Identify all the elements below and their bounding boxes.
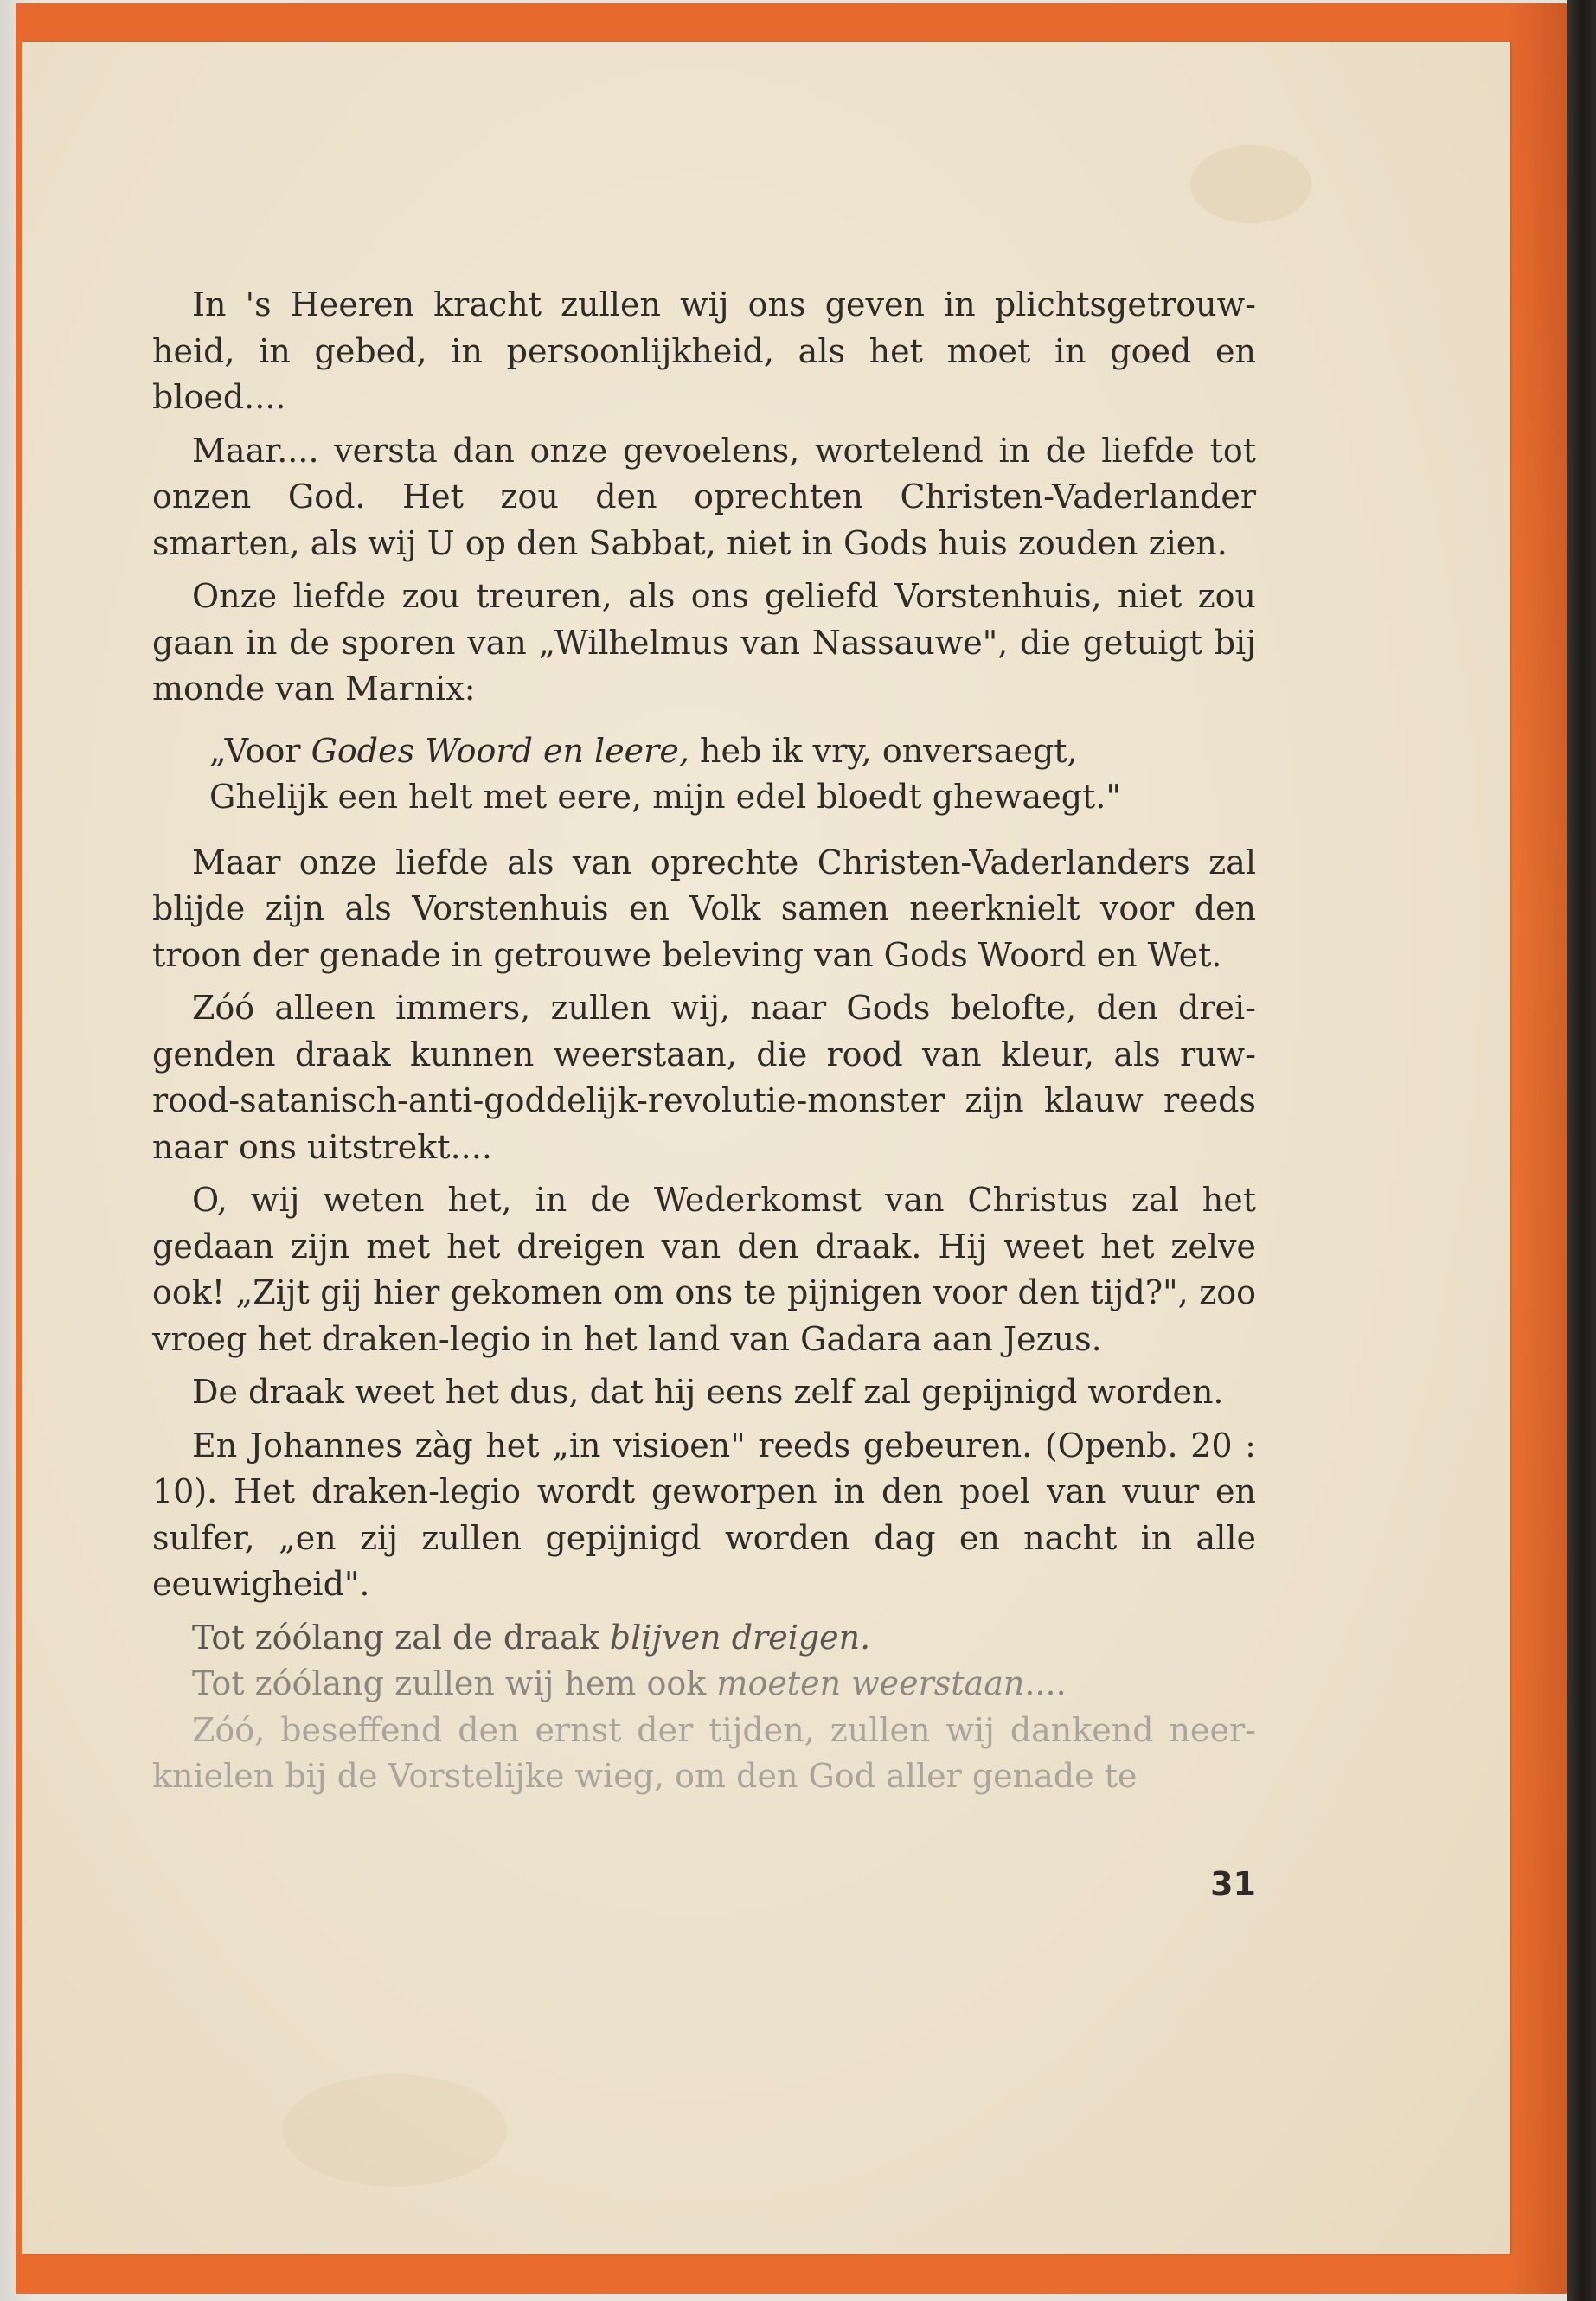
paragraph-threaten: Tot zóólang zal de draak blijven dreigen. (192, 1618, 871, 1657)
paragraph-second-coming: O, wij weten het, in de Wederkomst van Christus zal het gedaan zijn met het dreigen van den draak. Hij weet het zelve ook! „Zijt gij hier gekomen om ons te pijnigen voor den tijd?", zoo vroeg het draken-legio in het land van Gadara aan Jezus. (152, 1181, 1256, 1358)
body-text (152, 282, 1256, 1800)
page-number: 31 (1210, 1865, 1256, 1903)
book-page (22, 42, 1510, 2254)
paragraph-kneel: Zóó, beseffend den ernst der tijden, zullen wij dankend neer- knielen bij de Vorstelijke wieg, om den God aller genade te (152, 1710, 1256, 1795)
poem-line-2: Ghelijk een helt met eere, mijn edel bloedt ghewaegt." (209, 778, 1121, 816)
paragraph-revelation: En Johannes zàg het „in visioen" reeds gebeuren. (Openb. 20 : 10). Het draken-legio wordt geworpen in den poel van vuur en sulfer, „en zij zullen gepijnigd worden dag en nacht in alle eeuwigheid". (152, 1426, 1257, 1603)
paragraph-dragon: Zóó alleen immers, zullen wij, naar Gods belofte, den drei- genden draak kunnen weerstaan, die rood van kleur, als ruw- rood-satanisch-anti-goddelijk-revolutie-monster zijn klauw reeds naar ons uitstrekt.... (152, 989, 1256, 1166)
scanner-edge (1567, 0, 1596, 2301)
poem-line-1: „Voor Godes Woord en leere, heb ik vry, onversaegt, (209, 731, 1078, 770)
paragraph-withstand: Tot zóólang zullen wij hem ook moeten weerstaan.... (192, 1664, 1067, 1702)
paragraph-mourning: Onze liefde zou treuren, als ons geliefd Vorstenhuis, niet zou gaan in de sporen van „Wilhelmus van Nassauwe", die getuigt bij monde van Marnix: (152, 577, 1256, 708)
paragraph-joy: Maar onze liefde als van oprechte Christen-Vaderlanders zal blijde zijn als Vorstenhuis en Volk samen neerknielt voor den troon der genade in getrouwe beleving van Gods Woord en Wet. (152, 843, 1256, 974)
cover-shadow (1507, 3, 1567, 2294)
paragraph-dragon-knows: De draak weet het dus, dat hij eens zelf zal gepijnigd worden. (192, 1373, 1224, 1411)
paper-stain (282, 2074, 507, 2187)
poem-quote (209, 728, 1256, 821)
paragraph-strength: In 's Heeren kracht zullen wij ons geven in plichtsgetrouw- heid, in gebed, in persoonlijkheid, als het moet in goed en bloed.... (152, 285, 1256, 416)
paper-stain (1190, 145, 1311, 223)
paragraph-feelings: Maar.... versta dan onze gevoelens, wortelend in de liefde tot onzen God. Het zou den oprechten Christen-Vaderlander smarten, als wij U op den Sabbat, niet in Gods huis zouden zien. (152, 431, 1256, 562)
